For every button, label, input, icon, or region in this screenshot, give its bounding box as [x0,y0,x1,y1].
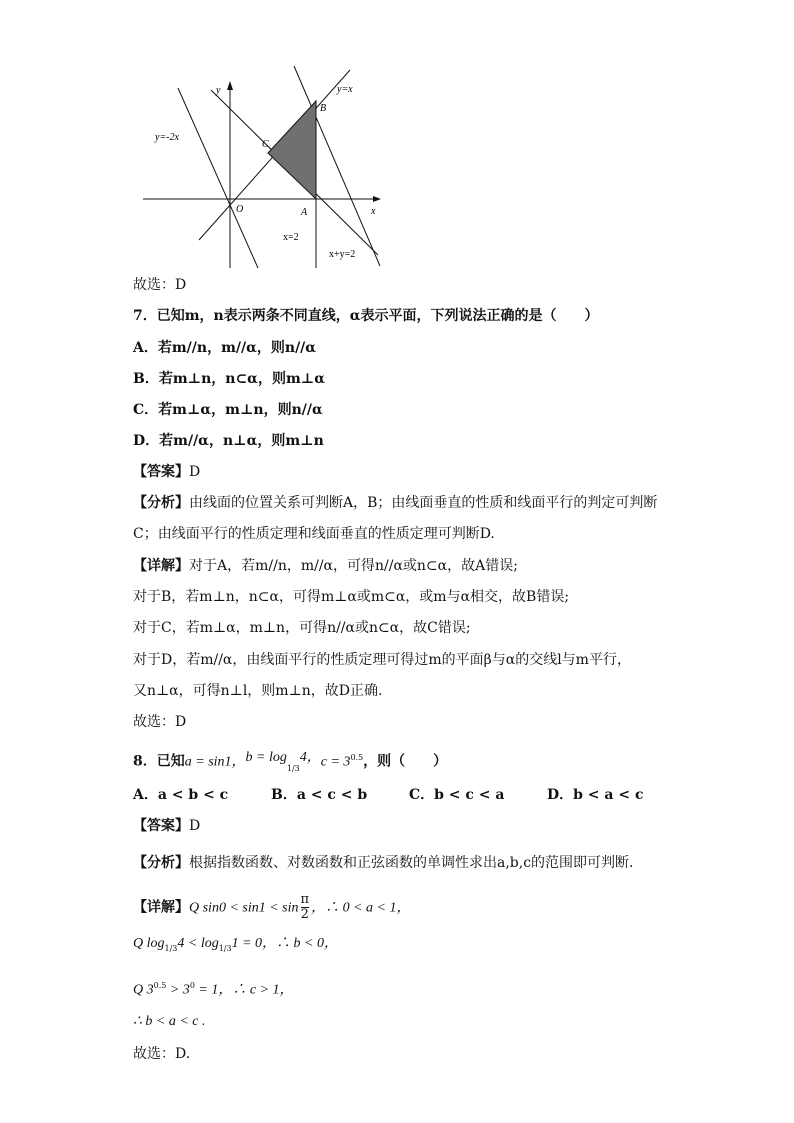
q8-detail-3 [133,977,294,1000]
analysis-text: 根据指数函数、对数函数和正弦函数的单调性求出a,b,c的范围即可判断. [189,855,634,871]
detail-tag: 【详解】 [133,558,189,574]
q8-detail-3-a: Q 3 [133,982,154,998]
log-base-1: 1/3 [164,943,178,953]
q8-stem-b-arg: 4， [299,749,321,765]
analysis-tag: 【分析】 [133,855,189,871]
q8-stem-a: a = sin1， [184,754,246,770]
answer-tag: 【答案】 [133,818,189,834]
q8-option-b: B．a < c < b [271,787,368,803]
q8-option-d: D．b < a < c [547,787,644,803]
region-figure [135,62,395,272]
q8-detail-1 [133,893,410,922]
q7-detail-2: 对于B，若m⊥n，n⊂α，可得m⊥α或m⊂α，或m与α相交，故B错误; [133,589,570,605]
q8-analysis [133,854,634,872]
q7-option-a: A．若m//n，m//α，则n//α [133,340,317,356]
x-axis-arrow-icon [373,196,381,202]
line-sum-label: x+y=2 [329,249,356,260]
q7-option-b: B．若m⊥n，n⊂α，则m⊥α [133,371,325,387]
q8-option-a: A．a < b < c [133,787,229,803]
q8-detail-2 [133,934,338,958]
q8-conclusion: 故选：D. [133,1046,191,1062]
q8-detail-1-tail: ，∴ 0 < a < 1， [311,900,411,916]
q8-stem-b-base: 1/3 [286,764,300,774]
exp-2: 0 [189,981,195,990]
shaded-region [268,101,316,199]
q8-stem-c: c = 3 [320,754,351,770]
point-b-label: B [320,103,327,114]
q7-option-c: C．若m⊥α，m⊥n，则n//α [133,402,323,418]
q8-stem-b: b = log [245,749,287,765]
q7-stem: 7．已知m，n表示两条不同直线，α表示平面，下列说法正确的是（ ） [133,308,599,324]
answer-value: D [189,464,201,480]
y-axis-arrow-icon [227,81,233,90]
analysis-tag: 【分析】 [133,495,189,511]
y-axis-label: y [216,85,221,96]
fraction-numerator: π [300,892,310,907]
q7-detail-5: 又n⊥α，可得n⊥l，则m⊥n，故D正确. [133,683,383,699]
q7-detail-1 [133,557,518,575]
line-neg2x-label: y=-2x [155,132,179,143]
q8-detail-4: ∴ b < a < c . [133,1014,206,1029]
exp-1: 0.5 [153,981,167,990]
q7-analysis-1 [133,494,657,512]
line-y-neg-2x [178,88,258,268]
answer-tag: 【答案】 [133,464,189,480]
q8-detail-2-a: Q log [133,936,165,951]
q8-option-c: C．b < c < a [409,787,505,803]
pi-over-2-fraction [301,893,310,922]
fraction-denominator: 2 [300,907,309,922]
q8-detail-2-c: 1 = 0，∴ b < 0， [231,936,338,951]
q7-detail-4: 对于D，若m//α，由线面平行的性质定理可得过m的平面β与α的交线l与m平行， [133,652,631,668]
q6-answer-line: 故选：D [133,277,187,293]
point-c-label: C [262,139,269,150]
q8-detail-3-b: > 3 [166,982,190,998]
q7-answer [133,463,200,481]
q8-stem [133,749,447,776]
detail-tag: 【详解】 [133,899,189,916]
q7-detail-3: 对于C，若m⊥α，m⊥n，可得n//α或n⊂α，故C错误; [133,620,471,636]
x-axis-label: x [371,206,376,217]
q8-stem-suffix: ，则（ ） [363,753,448,770]
detail-text: 对于A，若m//n，m//α，可得n//α或n⊂α，故A错误; [189,558,518,574]
line-x2-label: x=2 [283,232,299,243]
q7-option-d: D．若m//α，n⊥α，则m⊥n [133,433,324,449]
q7-analysis-2: C；由线面平行的性质定理和线面垂直的性质定理可判断D. [133,526,495,542]
analysis-text: 由线面的位置关系可判断A，B；由线面垂直的性质和线面平行的判定可判断 [189,495,658,511]
q7-conclusion: 故选：D [133,714,187,730]
log-base-2: 1/3 [218,943,232,953]
point-a-label: A [301,207,308,218]
answer-value: D [189,818,201,834]
q8-detail-2-b: 4 < log [177,936,219,951]
q8-answer [133,817,200,835]
q8-stem-prefix: 8．已知 [133,753,185,770]
q8-stem-c-exp: 0.5 [350,753,364,762]
origin-label: O [236,204,244,215]
q8-detail-1-text: Q sin0 < sin1 < sin [189,900,299,916]
q8-detail-3-c: = 1，∴ c > 1， [194,982,294,998]
line-yx-label: y=x [337,84,353,95]
